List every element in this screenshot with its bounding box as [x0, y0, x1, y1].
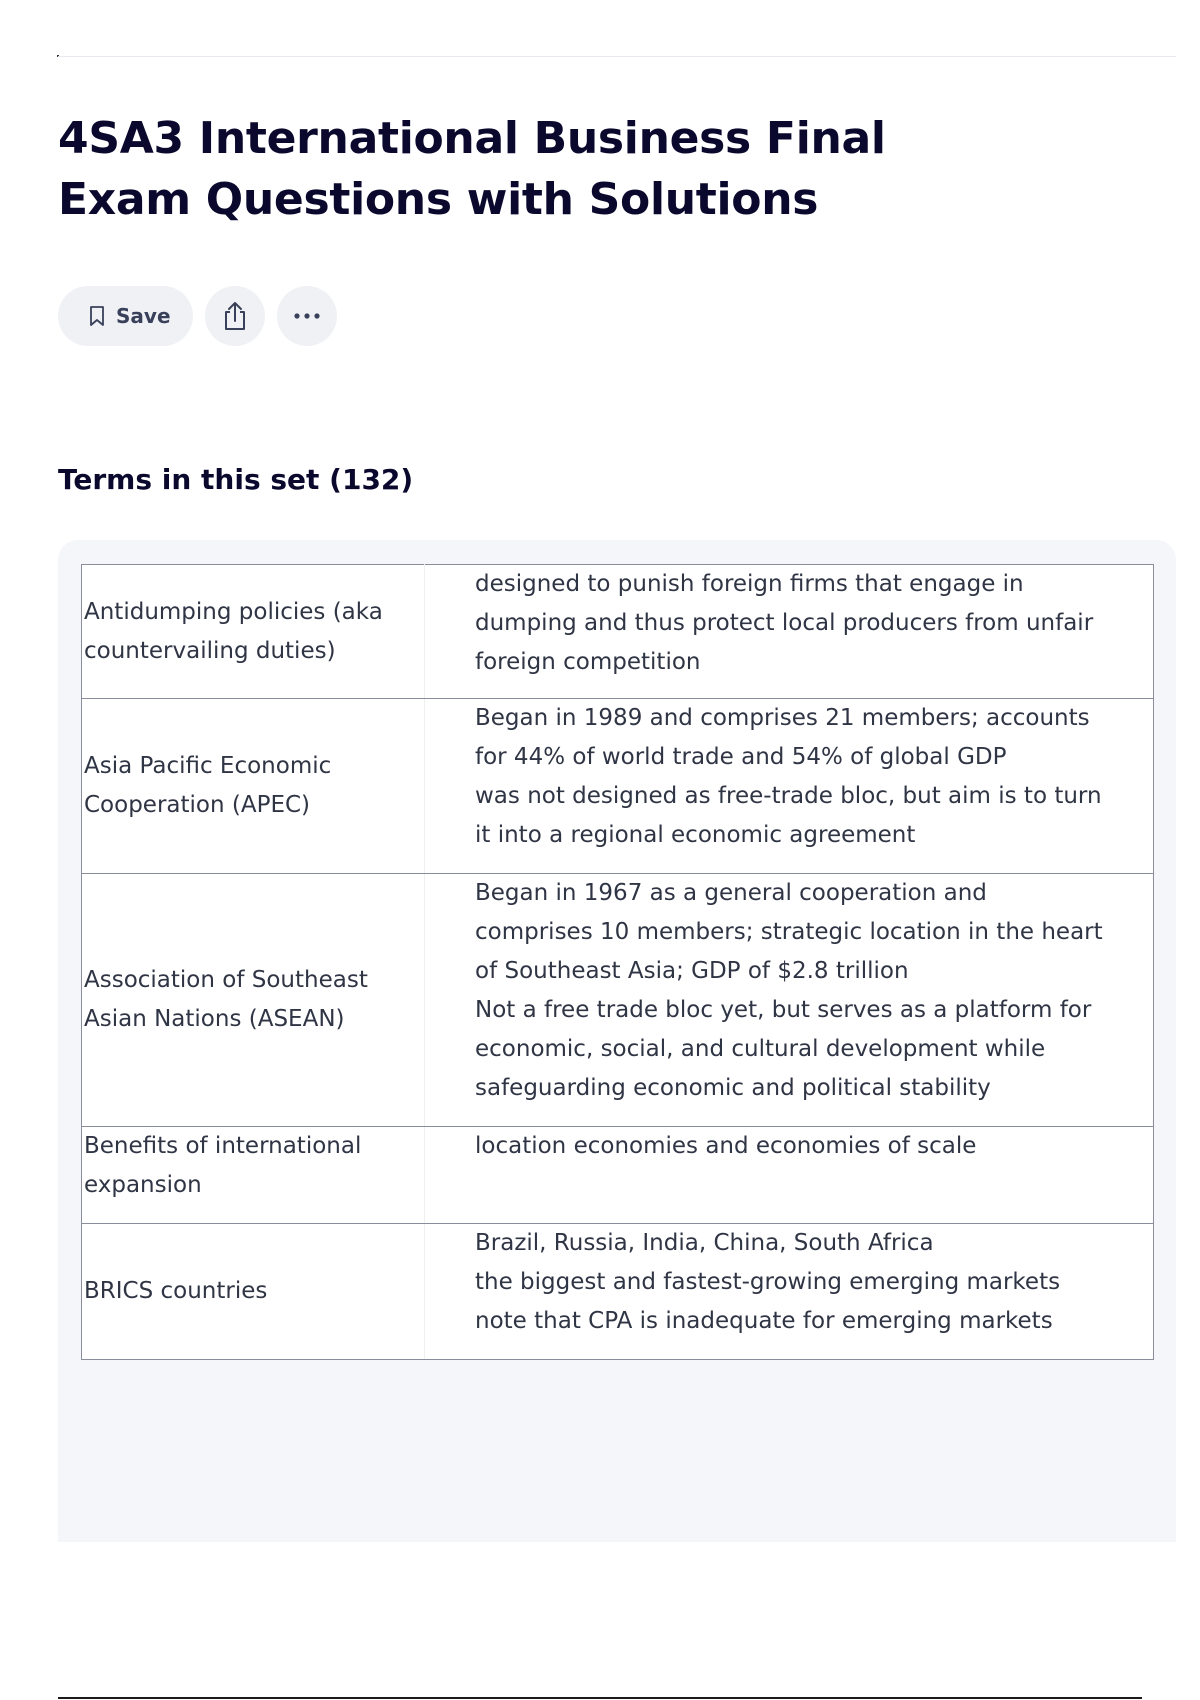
definition-line: foreign competition — [475, 649, 701, 675]
term-cell: Benefits of international expansion — [82, 1127, 425, 1224]
share-icon — [221, 300, 249, 332]
definition-line: comprises 10 members; strategic location in the heart — [475, 919, 1103, 945]
terms-heading: Terms in this set (132) — [58, 463, 414, 496]
definition-line: economic, social, and cultural development while — [475, 1036, 1046, 1062]
table-row — [82, 699, 1154, 874]
save-button[interactable] — [58, 286, 193, 346]
definition-line: dumping and thus protect local producers from unfair — [475, 610, 1094, 636]
table-row — [82, 874, 1154, 1127]
page-title: 4SA3 International Business Final Exam Questions with Solutions — [58, 113, 886, 225]
definition-line: safeguarding economic and political stability — [475, 1075, 991, 1101]
table-row — [82, 1127, 1154, 1224]
definition-line: location economies and economies of scale — [475, 1133, 977, 1159]
definition-line: it into a regional economic agreement — [475, 822, 916, 848]
more-options-button[interactable] — [277, 286, 337, 346]
definition-cell — [425, 1224, 1154, 1360]
definition-line: the biggest and fastest-growing emerging markets — [475, 1269, 1061, 1295]
definition-line: for 44% of world trade and 54% of global GDP — [475, 744, 1007, 770]
definition-line: was not designed as free-trade bloc, but aim is to turn — [475, 783, 1102, 809]
action-bar — [58, 286, 337, 346]
more-horizontal-icon — [292, 312, 322, 320]
definition-cell — [425, 874, 1154, 1127]
definition-line: designed to punish foreign firms that engage in — [475, 571, 1024, 597]
share-button[interactable] — [205, 286, 265, 346]
bottom-divider — [58, 1697, 1142, 1699]
definition-line: Began in 1967 as a general cooperation and — [475, 880, 987, 906]
definition-line: Began in 1989 and comprises 21 members; accounts — [475, 705, 1090, 731]
table-row — [82, 565, 1154, 699]
term-cell: Antidumping policies (aka countervailing duties) — [82, 565, 425, 699]
terms-table — [81, 564, 1154, 1360]
definition-line: note that CPA is inadequate for emerging markets — [475, 1308, 1053, 1334]
save-button-label: Save — [116, 304, 171, 328]
definition-cell — [425, 699, 1154, 874]
definition-line: Brazil, Russia, India, China, South Africa — [475, 1230, 934, 1256]
table-row — [82, 1224, 1154, 1360]
definition-cell — [425, 1127, 1154, 1224]
top-divider — [58, 56, 1176, 57]
term-cell: BRICS countries — [82, 1224, 425, 1360]
bookmark-icon — [88, 305, 106, 327]
definition-line: Not a free trade bloc yet, but serves as a platform for — [475, 997, 1092, 1023]
definition-line: of Southeast Asia; GDP of $2.8 trillion — [475, 958, 909, 984]
term-cell: Association of Southeast Asian Nations (ASEAN) — [82, 874, 425, 1127]
term-cell: Asia Pacific Economic Cooperation (APEC) — [82, 699, 425, 874]
definition-cell — [425, 565, 1154, 699]
